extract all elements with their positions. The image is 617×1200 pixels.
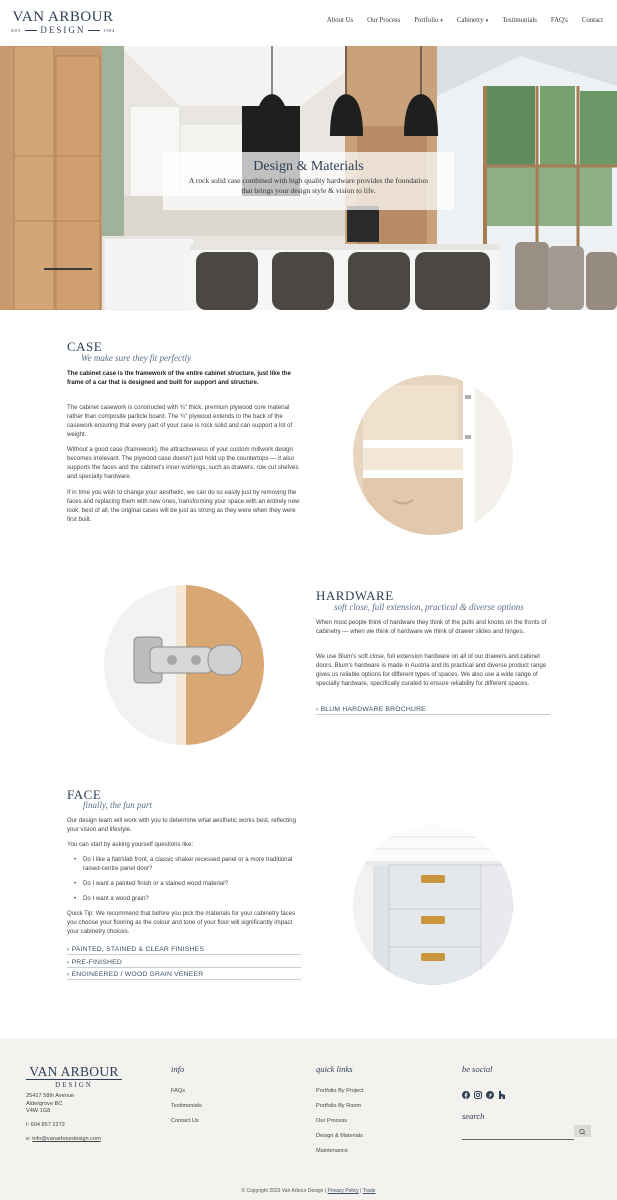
footer-link-portfolio-room[interactable]: Portfolio By Room [316,1103,362,1109]
copyright: © Copyright 2023 Van Arbour Design | Privacy Policy | Trade [241,1188,376,1194]
pre-finished-link[interactable]: › PRE-FINISHED [67,959,301,968]
footer-link-contact[interactable]: Contact Us [171,1118,199,1124]
footer-info-title: info [171,1064,185,1074]
footer-link-testimonials[interactable]: Testimonials [171,1103,202,1109]
face-paragraph-2: You can start by asking yourself questions like: [67,841,194,848]
nav-contact[interactable]: Contact [581,17,603,24]
chevron-right-icon: › [67,946,70,953]
case-paragraph-2: Without a good case (framework), the attractiveness of your custom millwork design becomes irrelevant. The plywood case doesn't just hold up the countertops — it also supports the faces and the cabinet's inner workings, such as drawers, row cut shelves and specialty hardware. [67,446,299,480]
footer-link-maintenance[interactable]: Maintenance [316,1148,349,1154]
nav-cabinetry[interactable]: Cabinetry ▾ [456,17,489,24]
main-nav [327,17,603,24]
face-bullet-1: • Do I like a flat/slab front, a classic shaker recessed panel or a more traditional raised-centre panel door? [83,855,301,873]
veneer-link[interactable]: › ENGINEERED / WOOD GRAIN VENEER [67,971,301,980]
search-icon [574,1126,591,1138]
hero-caption [163,152,454,210]
search-button[interactable] [574,1125,591,1137]
hero-text: A rock solid case combined with high quality hardware provides the foundation that brings your design style & vision to life. [189,176,428,195]
footer-address: 25417 58th Avenue Aldergrove BC V4W 1G8 [26,1093,75,1115]
footer-link-portfolio-project[interactable]: Portfolio By Project [316,1088,364,1094]
site-footer [0,1038,617,1200]
hardware-title: HARDWARE [316,588,394,603]
nav-testimonials[interactable]: Testimonials [502,17,537,24]
footer-link-faqs[interactable]: FAQs [171,1088,185,1094]
footer-logo[interactable]: VAN ARBOUR DESIGN [26,1065,122,1089]
chevron-down-icon: ▾ [440,19,443,24]
hardware-image [104,585,264,745]
footer-link-design-materials[interactable]: Design & Materials [316,1133,363,1139]
footer-email[interactable]: e: info@vanarbourdesign.com [26,1136,101,1142]
social-icons [462,1086,506,1094]
footer-phone[interactable]: t: 604 857 2272 [26,1122,65,1128]
hardware-paragraph-2: We use Blum's soft close, full extension hardware on all of our drawers and cabinet doors. Blum's hardware is made in Austria and its practical and diverse product range gives us reliable options for different types of spaces. We also use a wide range of specialty hardware, specifically curated to ensure reliability for different spaces. [316,653,547,687]
privacy-policy-link[interactable]: Privacy Policy [327,1188,359,1194]
face-title: FACE [67,787,102,802]
case-lead: The cabinet case is the framework of the entire cabinet structure, just like the frame of a car that is designed and built for support and structure. [67,370,291,386]
chevron-down-icon: ▾ [485,19,489,24]
trade-link[interactable]: Trade [362,1188,376,1194]
footer-link-process[interactable]: Our Process [316,1118,348,1124]
footer-quick-title: quick links [316,1064,353,1074]
footer-social-title: be social [462,1064,493,1074]
case-title: CASE [67,339,103,354]
hero-banner [0,46,617,310]
search-input[interactable] [462,1130,574,1140]
houzz-icon[interactable] [498,1086,506,1094]
chevron-right-icon: › [316,706,319,713]
face-quick-tip: Quick Tip: We recommend that before you pick the materials for your cabinetry faces you choose your flooring as the colour and tone of your floor will significantly impact your cabinetry choices. [67,910,296,935]
chevron-right-icon: › [67,959,70,966]
footer-search-title: search [462,1111,485,1121]
case-image [353,375,513,535]
instagram-icon[interactable] [474,1086,482,1094]
case-subtitle: We make sure they fit perfectly [81,353,192,363]
nav-process[interactable]: Our Process [367,17,401,24]
logo-sub: DESIGN [40,25,86,35]
facebook-icon[interactable] [462,1086,470,1094]
pinterest-icon[interactable] [486,1086,494,1094]
face-image [353,825,513,985]
case-paragraph-3: If in time you wish to change your aesthetic, we can do so easily just by removing the faces and replacing them with new ones, transforming your space with an entirely new look; best of all, the original cases will be just as strong as they were when they were first built. [67,489,300,523]
blum-brochure-link[interactable]: › BLUM HARDWARE BROCHURE [316,706,550,715]
face-subtitle: finally, the fun part [83,800,152,810]
face-bullet-3: • Do I want a wood grain? [83,894,301,903]
nav-about[interactable]: About Us [326,17,354,24]
finishes-link[interactable]: › PAINTED, STAINED & CLEAR FINISHES [67,946,301,955]
hardware-subtitle: soft close, full extension, practical & diverse options [334,602,524,612]
logo-est: EST. [11,27,23,33]
face-paragraph-1: Our design team will work with you to determine what aesthetic works best, reflecting your vision and lifestyle. [67,817,296,833]
face-bullet-2: • Do I want a painted finish or a stained wood material? [83,879,301,888]
chevron-right-icon: › [67,971,70,978]
hardware-paragraph-1: When most people think of hardware they think of the pulls and knobs on the fronts of cabinetry — when we think of hardware we think of drawer slides and hinges. [316,619,547,635]
logo-year: 1984 [103,27,115,33]
site-logo[interactable] [8,10,118,35]
nav-faqs[interactable]: FAQ's [550,17,568,24]
case-paragraph-1: The cabinet casework is constructed with ¾" thick, premium plywood core material rather than composite particle board. The ¾" plywood extends to the back of the casework ensuring that every part of your case is rock solid and can support a lot of weight. [67,404,293,438]
logo-name: VAN ARBOUR [12,9,114,25]
hero-title: Design & Materials [253,159,364,174]
site-header [0,0,617,46]
nav-portfolio[interactable]: Portfolio ▾ [414,17,443,24]
